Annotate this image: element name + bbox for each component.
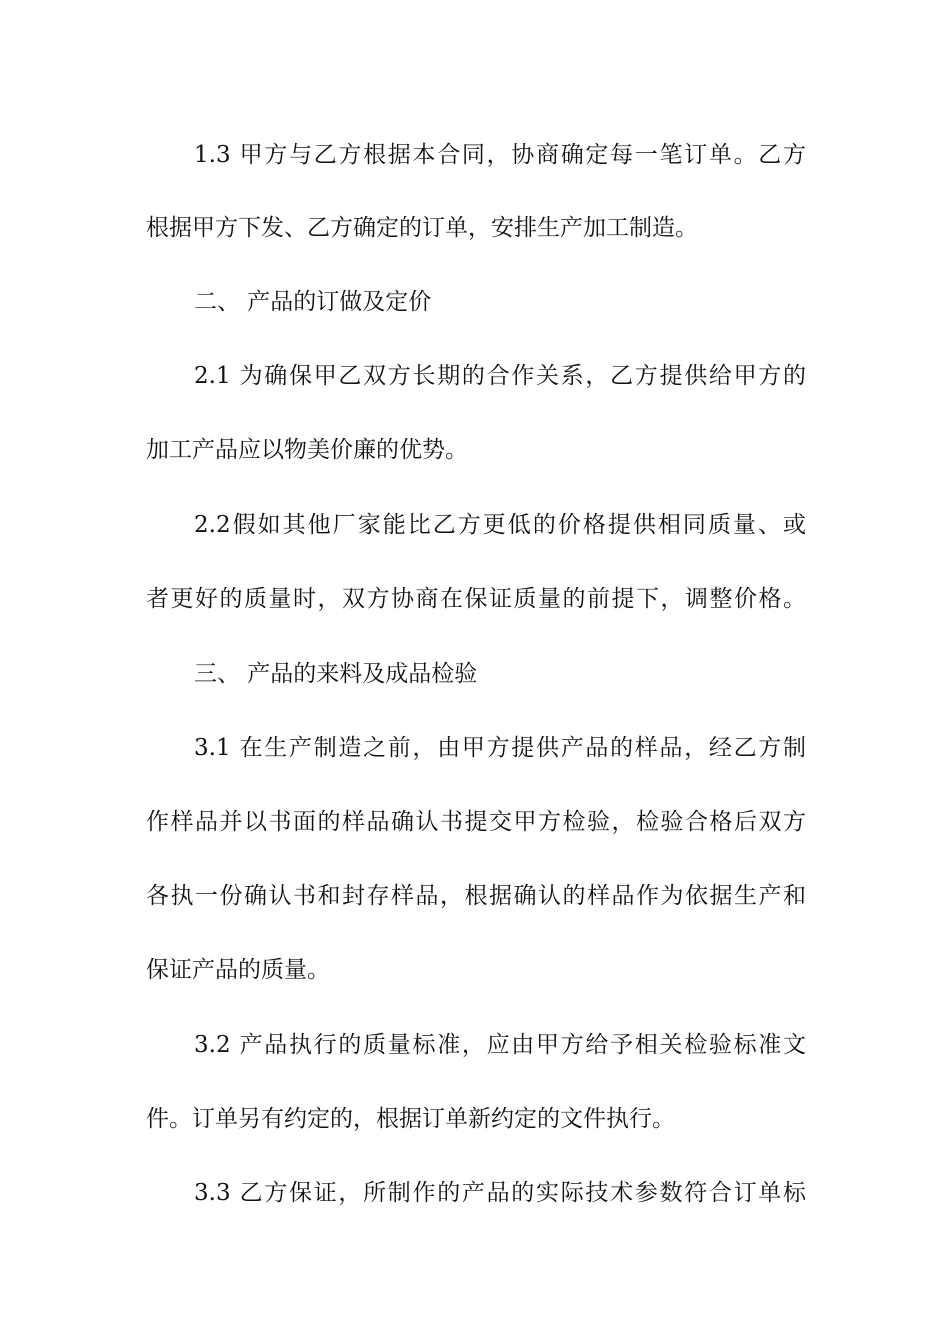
clause-2-1-line-2: 加工产品应以物美价廉的优势。 (146, 437, 468, 463)
clause-3-2-line-2: 件。订单另有约定的，根据订单新约定的文件执行。 (146, 1106, 675, 1132)
clause-3-2-line-1: 3.2 产品执行的质量标准，应由甲方给予相关检验标准文 (194, 1032, 806, 1058)
clause-2-1-line-1: 2.1 为确保甲乙双方长期的合作关系，乙方提供给甲方的 (194, 363, 806, 389)
section-heading-3: 三、 产品的来料及成品检验 (194, 661, 478, 687)
clause-1-3-line-1: 1.3 甲方与乙方根据本合同，协商确定每一笔订单。乙方 (194, 142, 806, 168)
clause-1-3-line-2: 根据甲方下发、乙方确定的订单，安排生产加工制造。 (146, 215, 698, 241)
section-heading-2: 二、 产品的订做及定价 (194, 289, 432, 315)
clause-3-1-line-3: 各执一份确认书和封存样品，根据确认的样品作为依据生产和 (146, 883, 806, 909)
clause-3-1-line-1: 3.1 在生产制造之前，由甲方提供产品的样品，经乙方制 (194, 735, 806, 761)
clause-3-1-line-4: 保证产品的质量。 (146, 957, 330, 983)
clause-2-2-line-2: 者更好的质量时，双方协商在保证质量的前提下，调整价格。 (146, 586, 806, 612)
clause-3-3-line-1: 3.3 乙方保证，所制作的产品的实际技术参数符合订单标 (194, 1180, 806, 1206)
clause-3-1-line-2: 作样品并以书面的样品确认书提交甲方检验，检验合格后双方 (146, 809, 806, 835)
clause-2-2-line-1: 2.2假如其他厂家能比乙方更低的价格提供相同质量、或 (194, 512, 806, 538)
